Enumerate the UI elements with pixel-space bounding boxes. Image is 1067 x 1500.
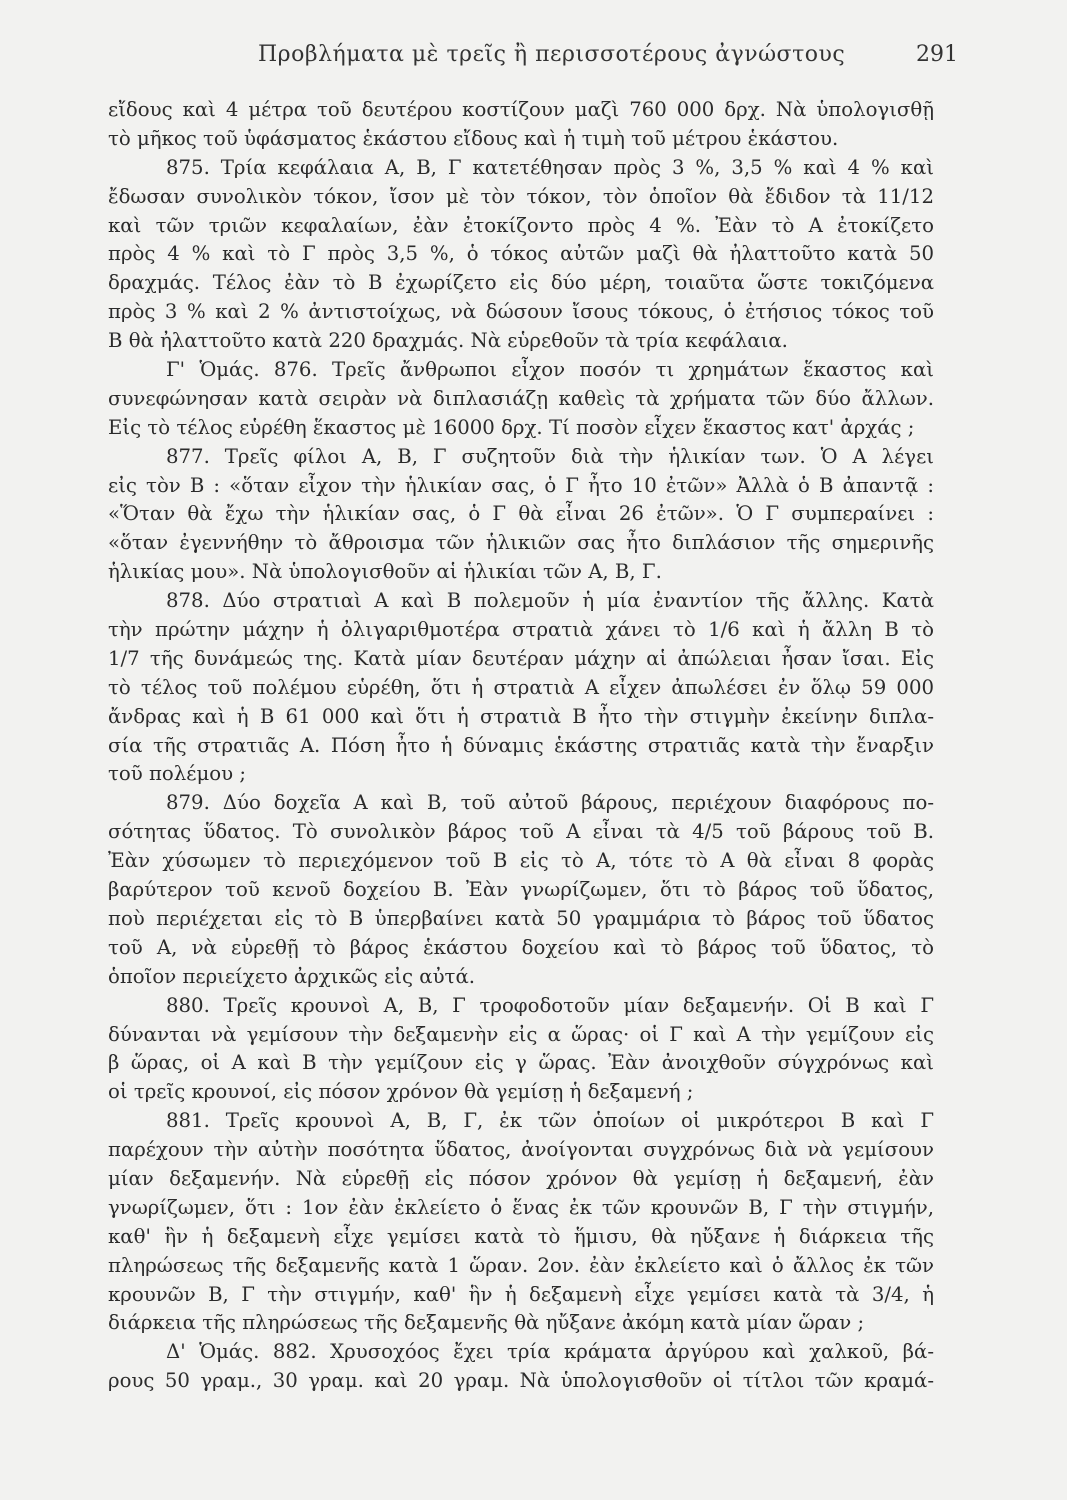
text-line: «Ὅταν θὰ ἔχω τὴν ἡλικίαν σας, ὁ Γ θὰ εἶναι 26 ἐτῶν». Ὁ Γ συμπεραίνει : xyxy=(108,502,934,526)
page-number: 291 xyxy=(916,42,958,67)
text-line: ἔδωσαν συνολικὸν τόκον, ἴσον μὲ τὸν τόκον, τὸν ὁποῖον θὰ ἔδιδον τὰ 11/12 xyxy=(108,184,934,208)
text-line: δραχμάς. Τέλος ἐὰν τὸ Β ἐχωρίζετο εἰς δύο μέρη, τοιαῦτα ὥστε τοκιζόμενα xyxy=(108,271,934,295)
text-line: κρουνῶν Β, Γ τὴν στιγμήν, καθ' ἣν ἡ δεξαμενὴ εἶχε γεμίσει κατὰ τὰ 3/4, ἡ xyxy=(108,1282,934,1306)
text-line: εἴδους καὶ 4 μέτρα τοῦ δευτέρου κοστίζουν μαζὶ 760 000 δρχ. Νὰ ὑπολογισθῇ xyxy=(108,98,934,121)
text-line: γνωρίζωμεν, ὅτι : 1ον ἐὰν ἐκλείετο ὁ ἕνας ἐκ τῶν κρουνῶν Β, Γ τὴν στιγμήν, xyxy=(108,1195,934,1219)
text-line: ἡλικίας μου». Νὰ ὑπολογισθοῦν αἱ ἡλικίαι τῶν Α, Β, Γ. xyxy=(108,560,662,584)
text-line: 877. Τρεῖς φίλοι Α, Β, Γ συζητοῦν διὰ τὴν ἡλικίαν των. Ὁ Α λέγει xyxy=(166,444,934,468)
text-line: βαρύτερον τοῦ κενοῦ δοχείου Β. Ἐὰν γνωρίζωμεν, ὅτι τὸ βάρος τοῦ ὕδατος, xyxy=(108,878,934,902)
text-line: τὴν πρώτην μάχην ἡ ὀλιγαριθμοτέρα στρατιὰ χάνει τὸ 1/6 καὶ ἡ ἄλλη Β τὸ xyxy=(108,618,934,642)
text-line: μίαν δεξαμενήν. Νὰ εὑρεθῇ εἰς πόσον χρόνον θὰ γεμίσῃ ἡ δεξαμενή, ἐὰν xyxy=(108,1166,934,1190)
text-line: Γ' Ὁμάς. 876. Τρεῖς ἄνθρωποι εἶχον ποσόν τι χρημάτων ἕκαστος καὶ xyxy=(166,358,934,382)
text-line: τὸ μῆκος τοῦ ὑφάσματος ἑκάστου εἴδους καὶ ἡ τιμὴ τοῦ μέτρου ἑκάστου. xyxy=(108,126,839,150)
text-line: 875. Τρία κεφάλαια Α, Β, Γ κατετέθησαν πρὸς 3 %, 3,5 % καὶ 4 % καὶ xyxy=(166,155,934,179)
text-line: 880. Τρεῖς κρουνοὶ Α, Β, Γ τροφοδοτοῦν μίαν δεξαμενήν. Οἱ Β καὶ Γ xyxy=(166,993,934,1017)
text-line: ρους 50 γραμ., 30 γραμ. καὶ 20 γραμ. Νὰ ὑπολογισθοῦν οἱ τίτλοι τῶν κραμά- xyxy=(108,1369,934,1393)
text-line: «ὅταν ἐγεννήθην τὸ ἄθροισμα τῶν ἡλικιῶν σας ἦτο διπλάσιον τῆς σημερινῆς xyxy=(108,531,934,555)
text-line: β ὥρας, οἱ Α καὶ Β τὴν γεμίζουν εἰς γ ὥρας. Ἐὰν ἀνοιχθοῦν σύγχρόνως καὶ xyxy=(108,1051,934,1075)
text-line: καὶ τῶν τριῶν κεφαλαίων, ἐὰν ἐτοκίζοντο πρὸς 4 %. Ἐὰν τὸ Α ἐτοκίζετο xyxy=(108,213,934,237)
text-line: πρὸς 3 % καὶ 2 % ἀντιστοίχως, νὰ δώσουν ἴσους τόκους, ὁ ἐτήσιος τόκος τοῦ xyxy=(108,300,934,324)
text-line: οἱ τρεῖς κρουνοί, εἰς πόσον χρόνον θὰ γεμίσῃ ἡ δεξαμενή ; xyxy=(108,1080,694,1104)
text-line: σία τῆς στρατιᾶς Α. Πόση ἦτο ἡ δύναμις ἑκάστης στρατιᾶς κατὰ τὴν ἔναρξιν xyxy=(108,733,934,757)
text-line: πρὸς 4 % καὶ τὸ Γ πρὸς 3,5 %, ὁ τόκος αὐτῶν μαζὶ θὰ ἠλαττοῦτο κατὰ 50 xyxy=(108,242,934,266)
text-line: εἰς τὸν Β : «ὅταν εἶχον τὴν ἡλικίαν σας, ὁ Γ ἦτο 10 ἐτῶν» Ἀλλὰ ὁ Β ἀπαντᾷ : xyxy=(108,473,934,497)
text-line: 878. Δύο στρατιαὶ Α καὶ Β πολεμοῦν ἡ μία ἐναντίον τῆς ἄλλης. Κατὰ xyxy=(166,589,934,613)
text-line: 879. Δύο δοχεῖα Α καὶ Β, τοῦ αὐτοῦ βάρους, περιέχουν διαφόρους πο- xyxy=(166,791,934,815)
text-line: Ἐὰν χύσωμεν τὸ περιεχόμενον τοῦ Β εἰς τὸ Α, τότε τὸ Α θὰ εἶναι 8 φορὰς xyxy=(108,849,934,873)
running-title: Προβλήματα μὲ τρεῖς ἢ περισσοτέρους ἀγνώστους xyxy=(258,42,846,67)
text-line: ὁποῖον περιείχετο ἀρχικῶς εἰς αὐτά. xyxy=(108,964,475,988)
text-line: παρέχουν τὴν αὐτὴν ποσότητα ὕδατος, ἀνοίγονται συγχρόνως διὰ νὰ γεμίσουν xyxy=(108,1138,934,1162)
text-line: 1/7 τῆς δυνάμεώς της. Κατὰ μίαν δευτέραν μάχην αἱ ἀπώλειαι ἦσαν ἴσαι. Εἰς xyxy=(108,646,934,670)
text-line: σότητας ὕδατος. Τὸ συνολικὸν βάρος τοῦ Α εἶναι τὰ 4/5 τοῦ βάρους τοῦ Β. xyxy=(108,820,934,844)
text-line: τοῦ πολέμου ; xyxy=(108,762,246,786)
text-line: ποὺ περιέχεται εἰς τὸ Β ὑπερβαίνει κατὰ 50 γραμμάρια τὸ βάρος τοῦ ὕδατος xyxy=(108,906,934,930)
text-line: Εἰς τὸ τέλος εὑρέθη ἕκαστος μὲ 16000 δρχ. Τί ποσὸν εἶχεν ἕκαστος κατ' ἀρχάς ; xyxy=(108,415,915,439)
text-line: διάρκεια τῆς πληρώσεως τῆς δεξαμενῆς θὰ ηὔξανε ἀκόμη κατὰ μίαν ὥραν ; xyxy=(108,1311,865,1335)
text-line: συνεφώνησαν κατὰ σειρὰν νὰ διπλασιάζῃ καθεὶς τὰ χρήματα τῶν δύο ἄλλων. xyxy=(108,386,934,410)
text-line: Δ' Ὁμάς. 882. Χρυσοχόος ἔχει τρία κράματα ἀργύρου καὶ χαλκοῦ, βά- xyxy=(166,1340,934,1364)
text-line: τὸ τέλος τοῦ πολέμου εὑρέθη, ὅτι ἡ στρατιὰ Α εἶχεν ἀπωλέσει ἐν ὅλῳ 59 000 xyxy=(108,675,934,699)
text-line: πληρώσεως τῆς δεξαμενῆς κατὰ 1 ὥραν. 2ον. ἐὰν ἐκλείετο καὶ ὁ ἄλλος ἐκ τῶν xyxy=(108,1253,934,1277)
text-line: Β θὰ ἠλαττοῦτο κατὰ 220 δραχμάς. Νὰ εὑρεθοῦν τὰ τρία κεφάλαια. xyxy=(108,329,788,353)
text-line: τοῦ Α, νὰ εὑρεθῇ τὸ βάρος ἑκάστου δοχείου καὶ τὸ βάρος τοῦ ὕδατος, τὸ xyxy=(108,935,934,959)
text-line: 881. Τρεῖς κρουνοὶ Α, Β, Γ, ἐκ τῶν ὁποίων οἱ μικρότεροι Β καὶ Γ xyxy=(166,1109,934,1133)
text-line: ἄνδρας καὶ ἡ Β 61 000 καὶ ὅτι ἡ στρατιὰ Β ἦτο τὴν στιγμὴν ἐκείνην διπλα- xyxy=(108,704,934,728)
page-body-text xyxy=(108,96,934,1486)
text-line: δύνανται νὰ γεμίσουν τὴν δεξαμενὴν εἰς α ὥρας· οἱ Γ καὶ Α τὴν γεμίζουν εἰς xyxy=(108,1022,934,1046)
text-line: καθ' ἣν ἡ δεξαμενὴ εἶχε γεμίσει κατὰ τὸ ἥμισυ, θὰ ηὔξανε ἡ διάρκεια τῆς xyxy=(108,1224,934,1248)
page-header xyxy=(108,42,958,78)
